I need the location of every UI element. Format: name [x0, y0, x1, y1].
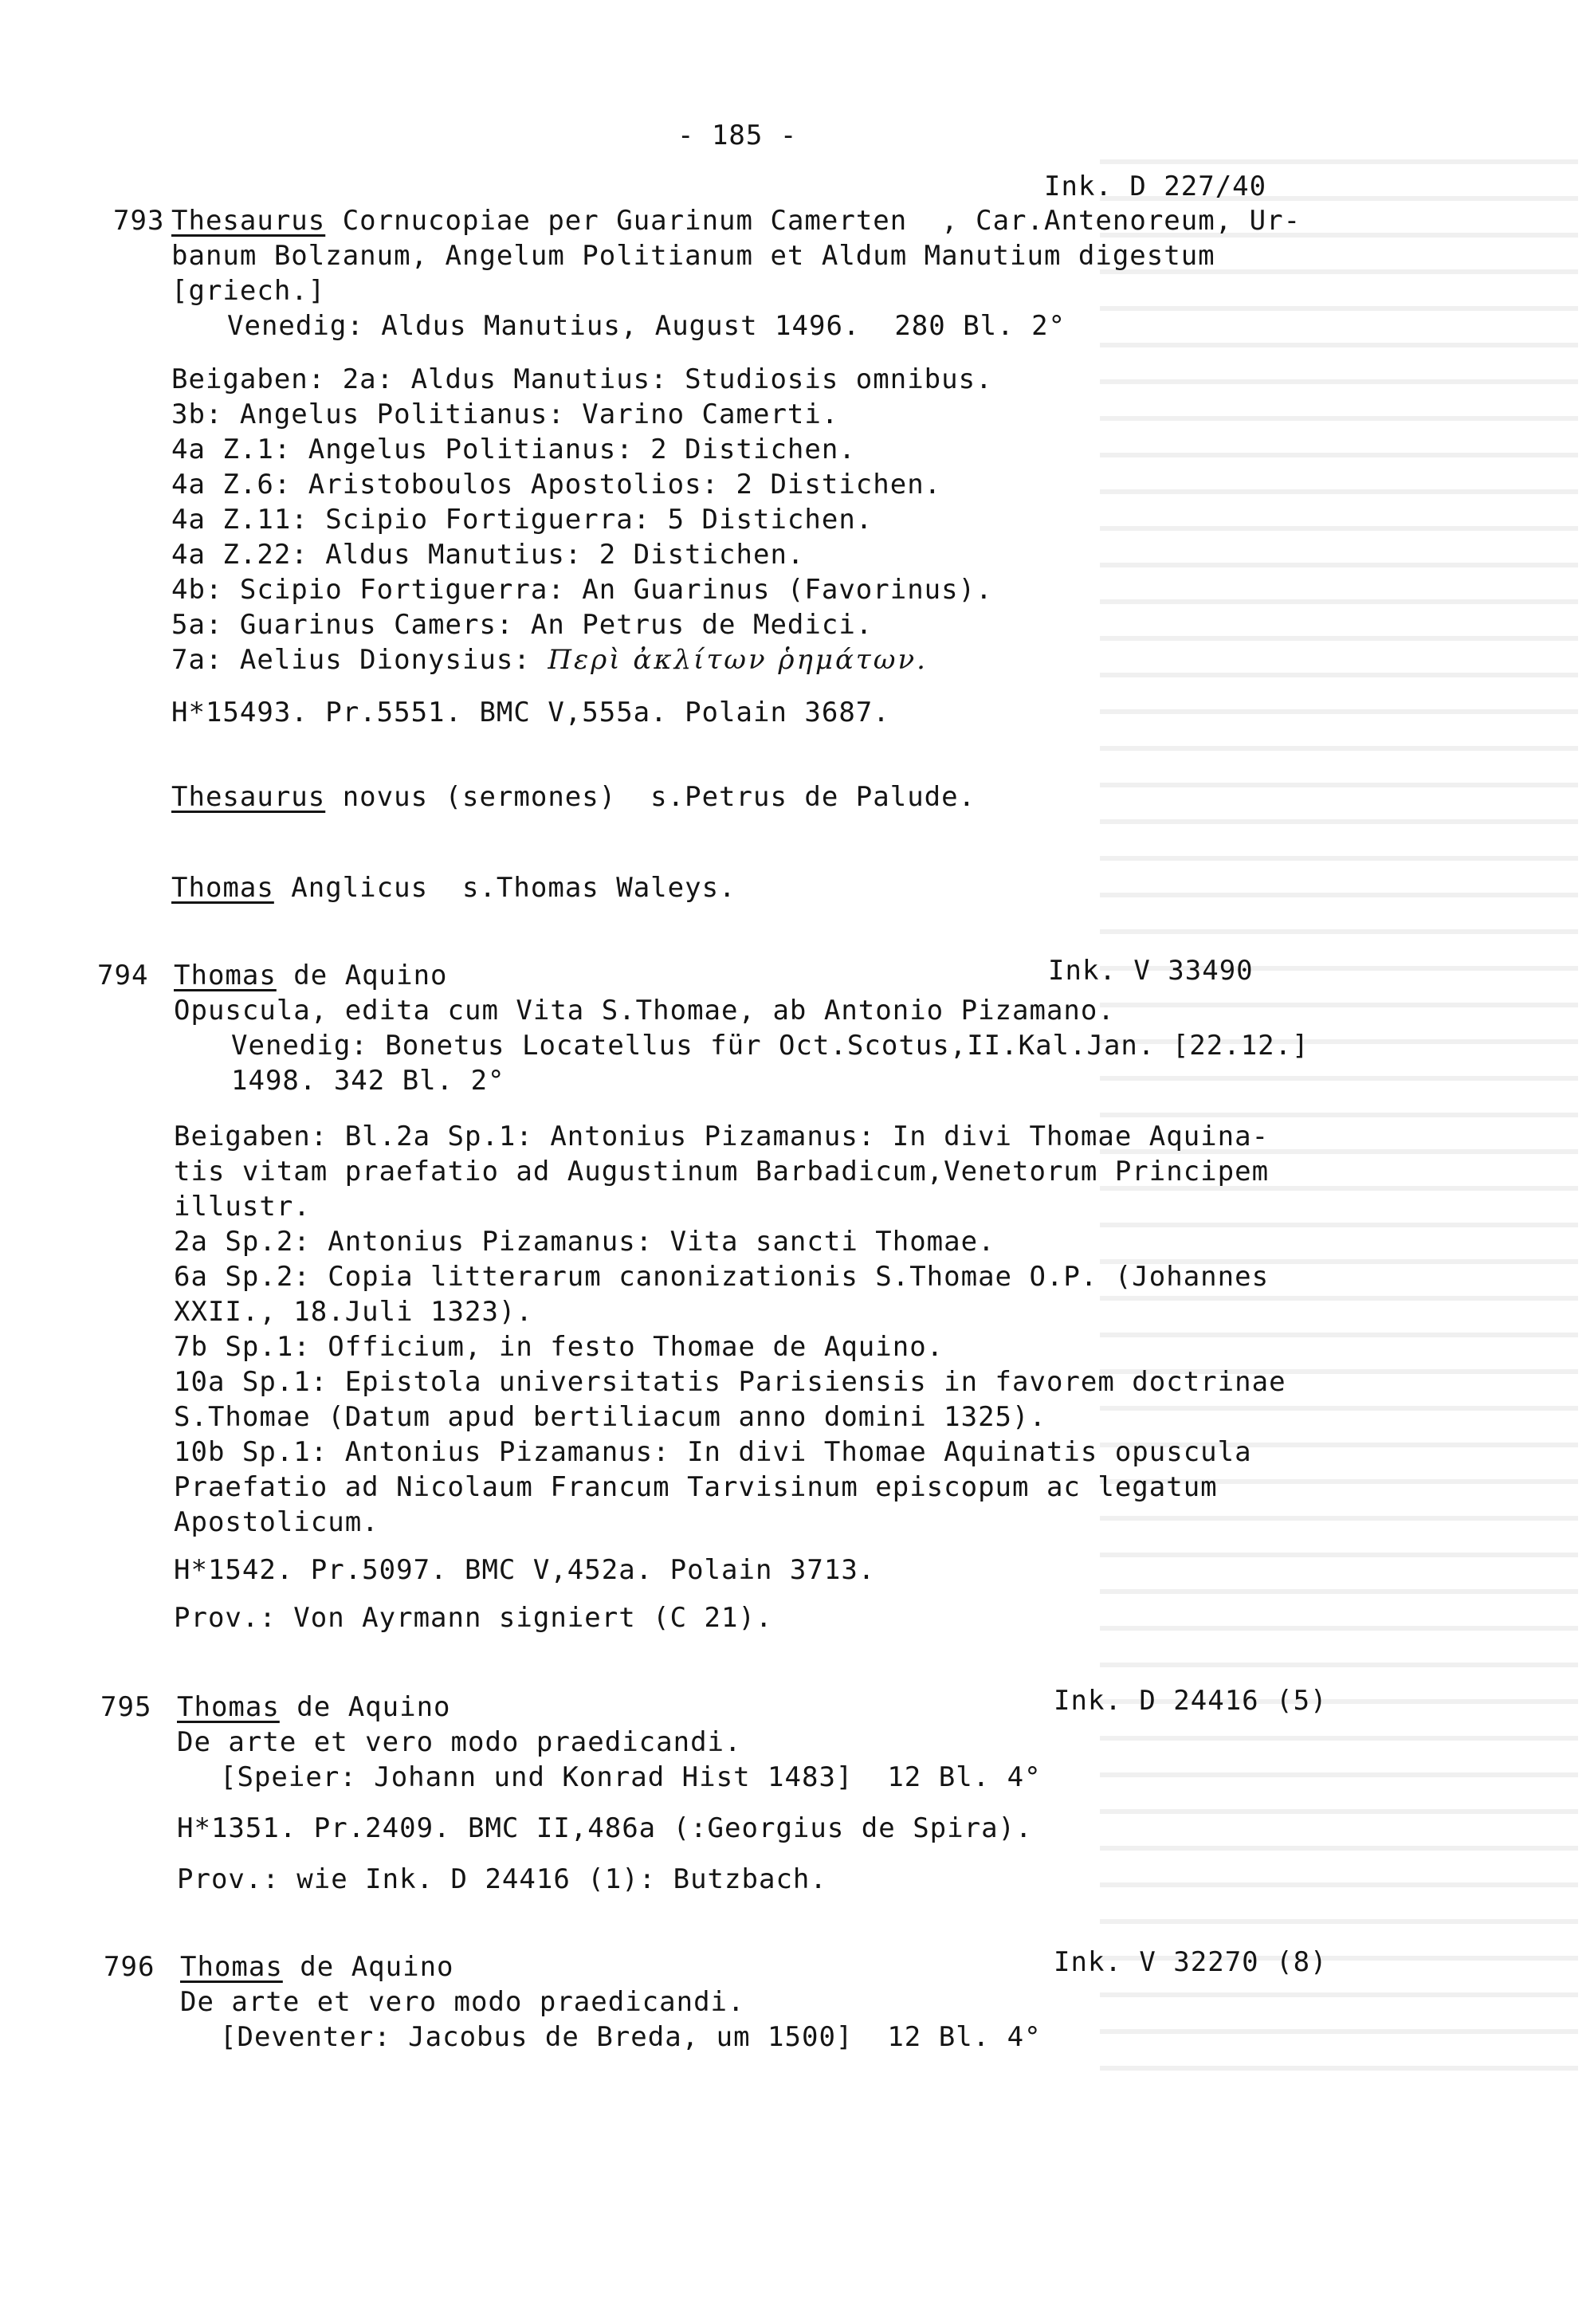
author-name: Thomas: [177, 1691, 280, 1723]
imprint: Venedig: Bonetus Locatellus für Oct.Scotus,II.Kal.Jan. [22.12.]: [231, 1030, 1309, 1062]
supplement-line: S.Thomae (Datum apud bertiliacum anno domini 1325).: [174, 1401, 1046, 1433]
references: H*15493. Pr.5551. BMC V,555a. Polain 3687.: [171, 697, 890, 728]
supplement-line: 4a Z.11: Scipio Fortiguerra: 5 Distichen.: [171, 504, 874, 536]
title: De arte et vero modo praedicandi.: [177, 1726, 742, 1758]
references: H*1351. Pr.2409. BMC II,486a (:Georgius de Spira).: [177, 1812, 1033, 1844]
page-number: - 185 -: [677, 120, 798, 151]
supplement-line: 7b Sp.1: Officium, in festo Thomae de Aquino.: [174, 1331, 944, 1363]
entry-heading: Thomas de Aquino: [177, 1691, 451, 1723]
greek-title: Περὶ ἀκλίτων ῥημάτων.: [548, 644, 928, 676]
supplement-line: 4a Z.1: Angelus Politianus: 2 Distichen.: [171, 434, 856, 465]
imprint: Venedig: Aldus Manutius, August 1496. 280 Bl. 2°: [227, 310, 1066, 342]
title-line: banum Bolzanum, Angelum Politianum et Aldum Manutium digestum: [171, 240, 1215, 272]
supplement-line: illustr.: [174, 1191, 311, 1223]
supplement-line: 5a: Guarinus Camers: An Petrus de Medici.: [171, 609, 874, 641]
supplement-line: tis vitam praefatio ad Augustinum Barbadicum,Venetorum Principem: [174, 1156, 1270, 1188]
supplement-line: XXII., 18.Juli 1323).: [174, 1296, 533, 1328]
entry-number: 796: [104, 1951, 155, 1983]
cross-reference: Thomas Anglicus s.Thomas Waleys.: [171, 872, 736, 904]
entry-number: 793: [113, 205, 165, 237]
heading-keyword: Thesaurus: [171, 781, 326, 813]
shelfmark: Ink. V 32270 (8): [1054, 1946, 1328, 1978]
imprint: [Deventer: Jacobus de Breda, um 1500] 12 Bl. 4°: [220, 2021, 1042, 2053]
shelfmark: Ink. D 227/40: [1044, 171, 1267, 202]
entry-heading-line: Thesaurus Cornucopiae per Guarinum Camerten , Car.Antenoreum, Ur-: [171, 205, 1302, 237]
supplement-line: 4a Z.22: Aldus Manutius: 2 Distichen.: [171, 539, 805, 571]
supplement-line: 7a: Aelius Dionysius: Περὶ ἀκλίτων ῥημάτων.: [171, 644, 928, 676]
title: Opuscula, edita cum Vita S.Thomae, ab Antonio Pizamano.: [174, 995, 1115, 1027]
supplement-line: Praefatio ad Nicolaum Francum Tarvisinum episcopum ac legatum: [174, 1471, 1218, 1503]
title-line: [griech.]: [171, 275, 326, 307]
title: De arte et vero modo praedicandi.: [180, 1986, 745, 2018]
bleed-through-texture: [1100, 159, 1578, 2072]
imprint: [Speier: Johann und Konrad Hist 1483] 12 Bl. 4°: [220, 1761, 1042, 1793]
entry-heading: Thomas de Aquino: [174, 960, 448, 991]
supplement-line: 2a Sp.2: Antonius Pizamanus: Vita sancti Thomae.: [174, 1226, 995, 1258]
references: H*1542. Pr.5097. BMC V,452a. Polain 3713.: [174, 1554, 876, 1586]
provenance: Prov.: Von Ayrmann signiert (C 21).: [174, 1602, 773, 1634]
entry-heading: Thomas de Aquino: [180, 1951, 454, 1983]
supplement-line: Beigaben: Bl.2a Sp.1: Antonius Pizamanus: In divi Thomae Aquina-: [174, 1121, 1270, 1152]
supplement-line: 3b: Angelus Politianus: Varino Camerti.: [171, 398, 839, 430]
shelfmark: Ink. D 24416 (5): [1054, 1685, 1328, 1717]
entry-number: 795: [100, 1691, 152, 1723]
provenance: Prov.: wie Ink. D 24416 (1): Butzbach.: [177, 1863, 827, 1895]
entry-number: 794: [97, 960, 149, 991]
supplement-line: 4b: Scipio Fortiguerra: An Guarinus (Favorinus).: [171, 574, 993, 606]
author-name: Thomas: [174, 960, 277, 991]
supplement-line: 6a Sp.2: Copia litterarum canonizationis S.Thomae O.P. (Johannes: [174, 1261, 1270, 1293]
supplement-line: Beigaben: 2a: Aldus Manutius: Studiosis omnibus.: [171, 363, 993, 395]
supplement-line: Apostolicum.: [174, 1506, 379, 1538]
cross-reference: Thesaurus novus (sermones) s.Petrus de Palude.: [171, 781, 976, 813]
supplement-line: 10a Sp.1: Epistola universitatis Parisiensis in favorem doctrinae: [174, 1366, 1286, 1398]
supplement-line: 10b Sp.1: Antonius Pizamanus: In divi Thomae Aquinatis opuscula: [174, 1436, 1252, 1468]
supplement-line: 4a Z.6: Aristoboulos Apostolios: 2 Distichen.: [171, 469, 942, 501]
imprint: 1498. 342 Bl. 2°: [231, 1065, 505, 1097]
heading-keyword: Thesaurus: [171, 205, 326, 237]
heading-keyword: Thomas: [171, 872, 274, 904]
shelfmark: Ink. V 33490: [1048, 955, 1254, 987]
author-name: Thomas: [180, 1951, 283, 1983]
